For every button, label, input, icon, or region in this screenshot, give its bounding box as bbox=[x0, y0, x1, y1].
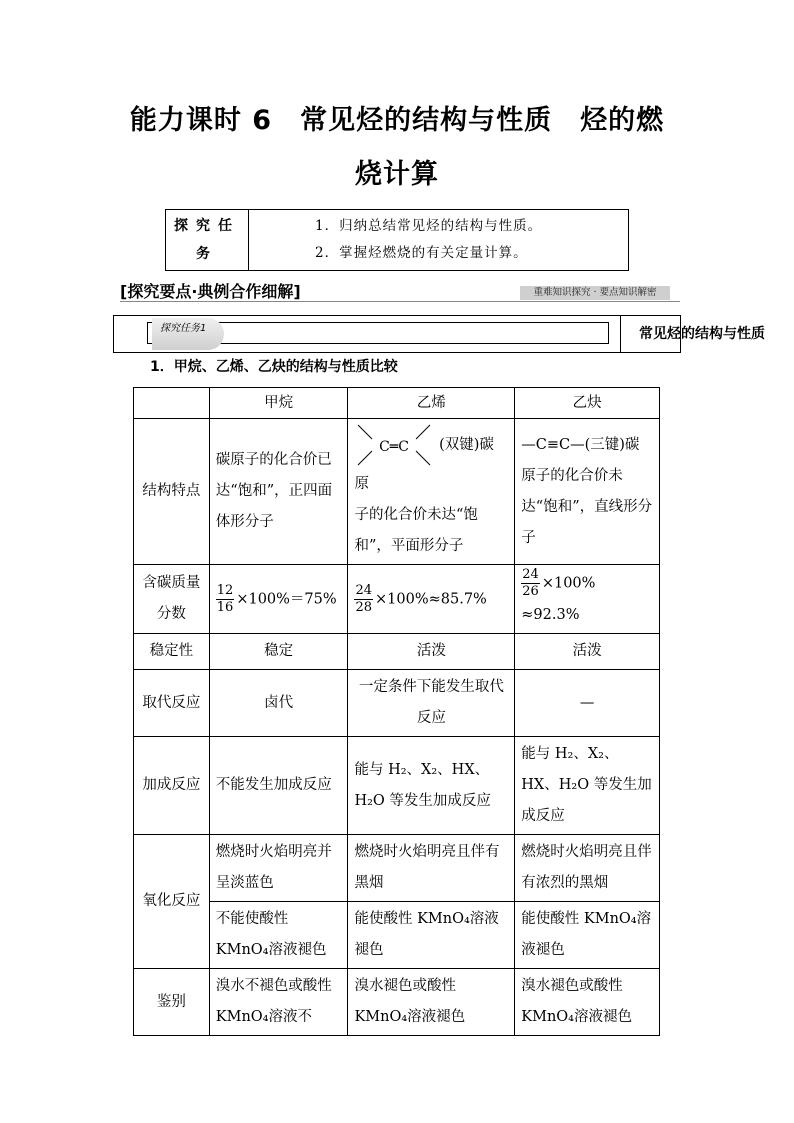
header-cell-methane: 甲烷 bbox=[209, 388, 348, 419]
carbon-methane-result: ×100%＝75% bbox=[236, 591, 337, 607]
cell-combustion-ethylene: 燃烧时火焰明亮且伴有黑烟 bbox=[348, 835, 515, 902]
row-label-stability: 稳定性 bbox=[134, 634, 210, 670]
row-label-identification: 鉴别 bbox=[134, 969, 210, 1036]
cell-stability-methane: 稳定 bbox=[209, 634, 348, 670]
cell-kmno4-methane: 不能使酸性 KMnO₄溶液褪色 bbox=[209, 902, 348, 969]
cell-structure-ethylene bbox=[348, 419, 515, 565]
table-row-oxidation-combustion bbox=[134, 835, 660, 902]
task-label-line2: 务 bbox=[196, 246, 218, 262]
cell-substitution-methane: 卤代 bbox=[209, 670, 348, 737]
cell-carbon-ethylene bbox=[348, 565, 515, 634]
task-label-line1: 探究任 bbox=[174, 218, 240, 234]
cell-stability-ethylene: 活泼 bbox=[348, 634, 515, 670]
table-header-row bbox=[134, 388, 660, 419]
table-row-carbon-mass bbox=[134, 565, 660, 634]
task-box-label bbox=[166, 210, 249, 270]
table-row-structure bbox=[134, 419, 660, 565]
cell-carbon-acetylene bbox=[515, 565, 660, 634]
cell-identification-methane: 溴水不褪色或酸性 KMnO₄溶液不 bbox=[209, 969, 348, 1036]
header-cell-ethylene: 乙烯 bbox=[348, 388, 515, 419]
cell-structure-acetylene: —C≡C—(三键)碳原子的化合价未达“饱和”，直线形分子 bbox=[515, 419, 660, 565]
section-divider bbox=[120, 301, 680, 302]
cell-structure-methane: 碳原子的化合价已达“饱和”，正四面体形分子 bbox=[209, 419, 348, 565]
task-bar-divider bbox=[620, 316, 621, 352]
table-row-stability bbox=[134, 634, 660, 670]
cell-carbon-methane bbox=[209, 565, 348, 634]
ethylene-structure-text2: 子的化合价未达“饱和”，平面形分子 bbox=[354, 507, 478, 554]
table-row-addition bbox=[134, 737, 660, 835]
cell-combustion-acetylene: 燃烧时火焰明亮且伴有浓烈的黑烟 bbox=[515, 835, 660, 902]
ethylene-structure-text1: (双键)碳原 bbox=[354, 437, 494, 492]
task-item-1: 1．归纳总结常见烃的结构与性质。 bbox=[315, 218, 543, 234]
fraction-numerator: 12 bbox=[216, 582, 234, 598]
row-label-addition: 加成反应 bbox=[134, 737, 210, 835]
header-cell-acetylene: 乙炔 bbox=[515, 388, 660, 419]
cell-identification-acetylene: 溴水褪色或酸性 KMnO₄溶液褪色 bbox=[515, 969, 660, 1036]
fraction-acetylene bbox=[521, 567, 540, 600]
fraction-denominator: 16 bbox=[216, 599, 234, 615]
cell-substitution-acetylene: — bbox=[515, 670, 660, 737]
page-title-line1: 能力课时 6 常见烃的结构与性质 烃的燃 bbox=[129, 105, 665, 136]
carbon-acetylene-result: ≈92.3% bbox=[521, 607, 580, 623]
task-box bbox=[165, 209, 629, 271]
cell-addition-methane: 不能发生加成反应 bbox=[209, 737, 348, 835]
ethylene-formula: C═C bbox=[379, 439, 410, 455]
cell-identification-ethylene: 溴水褪色或酸性 KMnO₄溶液褪色 bbox=[348, 969, 515, 1036]
cell-addition-acetylene: 能与 H₂、X₂、HX、H₂O 等发生加成反应 bbox=[515, 737, 660, 835]
cell-addition-ethylene: 能与 H₂、X₂、HX、H₂O 等发生加成反应 bbox=[348, 737, 515, 835]
row-label-carbon-mass: 含碳质量分数 bbox=[134, 565, 210, 634]
comparison-table bbox=[133, 387, 660, 1036]
fraction-numerator: 24 bbox=[522, 567, 539, 582]
section-tag: 重难知识探究 · 要点知识解密 bbox=[520, 286, 670, 300]
fraction-denominator: 28 bbox=[355, 599, 373, 615]
table-row-substitution bbox=[134, 670, 660, 737]
cell-stability-acetylene: 活泼 bbox=[515, 634, 660, 670]
table-row-identification bbox=[134, 969, 660, 1036]
cell-substitution-ethylene: 一定条件下能发生取代反应 bbox=[348, 670, 515, 737]
cell-kmno4-ethylene: 能使酸性 KMnO₄溶液褪色 bbox=[348, 902, 515, 969]
ethylene-structure-diagram bbox=[354, 421, 434, 469]
fraction-methane bbox=[216, 583, 235, 616]
task-bar-title: 常见烃的结构与性质 bbox=[639, 326, 765, 342]
row-label-substitution: 取代反应 bbox=[134, 670, 210, 737]
fraction-ethylene bbox=[354, 583, 373, 616]
cell-combustion-methane: 燃烧时火焰明亮并呈淡蓝色 bbox=[209, 835, 348, 902]
ethylene-bond-lines bbox=[354, 421, 434, 469]
page-title-line2: 烧计算 bbox=[355, 159, 439, 190]
carbon-acetylene-rest: ×100% bbox=[541, 575, 596, 592]
fraction-denominator: 26 bbox=[522, 584, 539, 599]
table-row-oxidation-kmno4 bbox=[134, 902, 660, 969]
carbon-ethylene-result: ×100%≈85.7% bbox=[375, 591, 487, 607]
task-badge: 探究任务1 bbox=[152, 318, 224, 350]
section-heading: [探究要点·典例合作细解] bbox=[120, 282, 301, 301]
cell-kmno4-acetylene: 能使酸性 KMnO₄溶液褪色 bbox=[515, 902, 660, 969]
fraction-numerator: 24 bbox=[355, 582, 373, 598]
task-bar bbox=[113, 315, 765, 353]
task-item-2: 2．掌握烃燃烧的有关定量计算。 bbox=[315, 245, 528, 261]
header-cell-empty bbox=[134, 388, 210, 419]
row-label-oxidation: 氧化反应 bbox=[134, 835, 210, 969]
task-list bbox=[249, 210, 628, 270]
row-label-structure: 结构特点 bbox=[134, 419, 210, 565]
table-caption: 1．甲烷、乙烯、乙炔的结构与性质比较 bbox=[150, 359, 398, 375]
